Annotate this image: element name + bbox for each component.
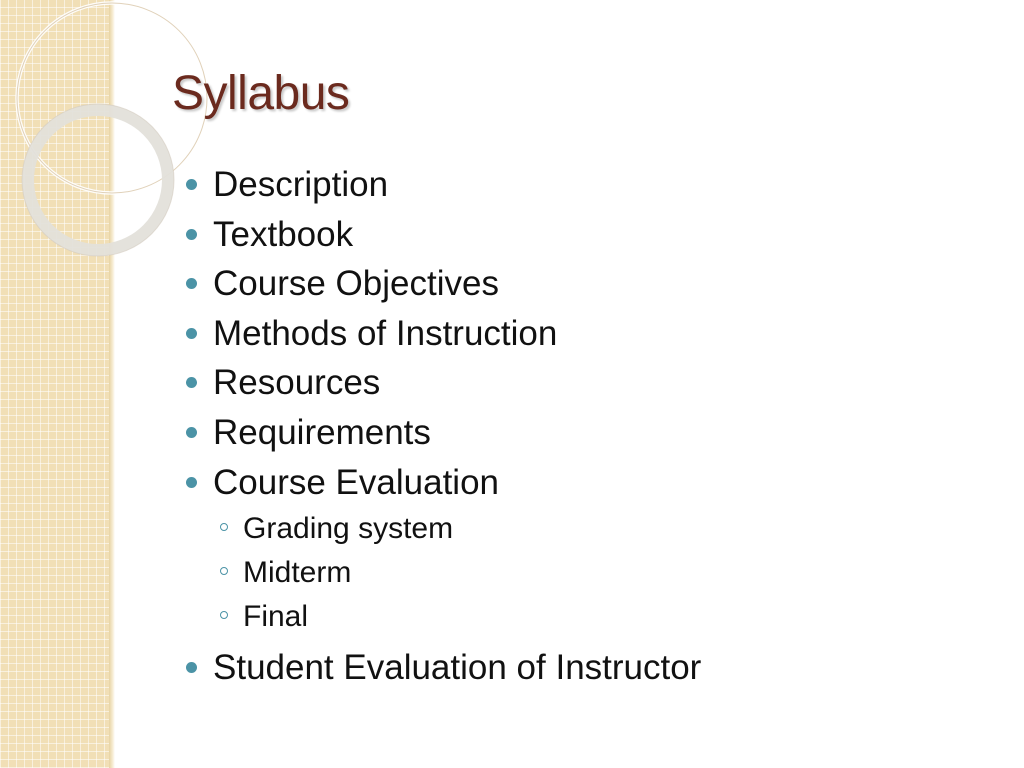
list-item xyxy=(183,309,701,359)
list-item-label: Description xyxy=(213,165,389,204)
slide-title: Syllabus xyxy=(172,67,350,120)
bullet-list xyxy=(183,160,701,693)
list-item xyxy=(183,259,701,309)
filled-circle-bullet-icon xyxy=(186,179,197,190)
list-item-label: Methods of Instruction xyxy=(213,313,558,353)
filled-circle-bullet-icon xyxy=(186,427,197,438)
hollow-circle-bullet-icon xyxy=(220,611,228,619)
sub-list-item-label: Midterm xyxy=(243,556,352,590)
sub-list-item xyxy=(183,595,701,639)
list-item xyxy=(183,458,701,508)
sub-list-item xyxy=(183,551,701,595)
filled-circle-bullet-icon xyxy=(186,377,197,388)
hollow-circle-bullet-icon xyxy=(220,567,228,575)
list-item-label: Course Objectives xyxy=(213,264,499,304)
filled-circle-bullet-icon xyxy=(186,662,197,673)
list-item xyxy=(183,408,701,458)
filled-circle-bullet-icon xyxy=(186,477,197,488)
list-item xyxy=(183,358,701,408)
list-item-label: Textbook xyxy=(213,214,354,254)
list-item-label: Student Evaluation of Instructor xyxy=(213,648,702,688)
list-item xyxy=(183,210,701,260)
filled-circle-bullet-icon xyxy=(186,229,197,240)
list-item-label: Course Evaluation xyxy=(213,462,499,502)
filled-circle-bullet-icon xyxy=(186,328,197,339)
hollow-circle-bullet-icon xyxy=(220,523,228,531)
sub-list-item xyxy=(183,507,701,551)
sub-list-item-label: Grading system xyxy=(243,512,454,546)
ring-decoration-icon xyxy=(0,0,140,260)
list-item-label: Resources xyxy=(213,363,381,403)
sub-list-item-label: Final xyxy=(243,600,309,634)
filled-circle-bullet-icon xyxy=(186,278,197,289)
list-item xyxy=(183,160,701,210)
list-item xyxy=(183,643,701,693)
list-item-label: Requirements xyxy=(213,412,431,452)
